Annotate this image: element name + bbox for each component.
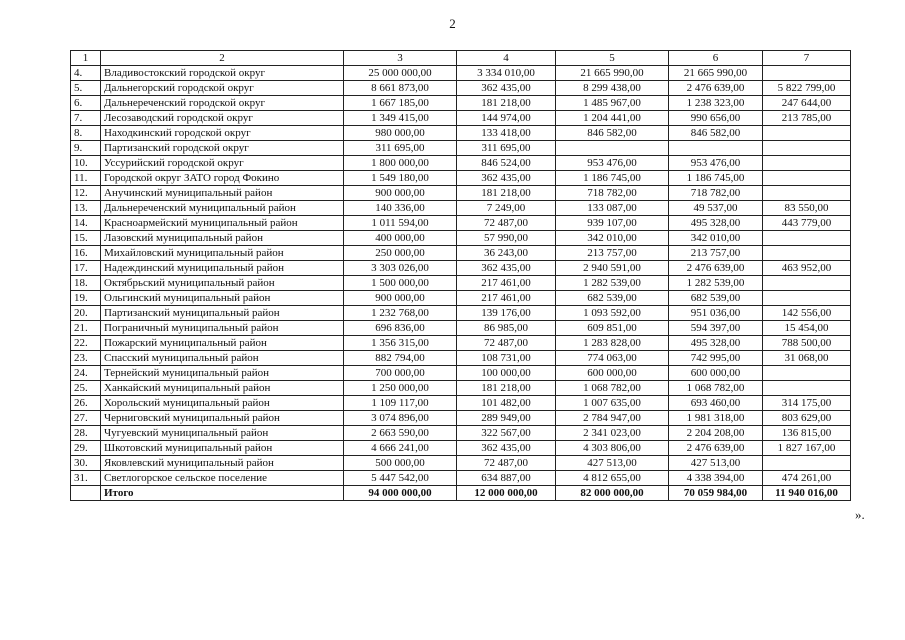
table-header-row [71, 51, 851, 66]
municipality-name-cell: Михайловский муниципальный район [101, 246, 344, 261]
column-6-value-cell: 990 656,00 [669, 111, 763, 126]
column-7-value-cell: 5 822 799,00 [763, 81, 851, 96]
column-6-value-cell: 21 665 990,00 [669, 66, 763, 81]
table-row [71, 471, 851, 486]
column-5-value-cell: 4 303 806,00 [556, 441, 669, 456]
table-row [71, 186, 851, 201]
column-header-4: 4 [457, 51, 556, 66]
row-number-cell: 19. [71, 291, 101, 306]
column-5-value-cell: 213 757,00 [556, 246, 669, 261]
row-number-cell: 15. [71, 231, 101, 246]
column-header-2: 2 [101, 51, 344, 66]
column-7-value-cell: 31 068,00 [763, 351, 851, 366]
column-7-value-cell: 213 785,00 [763, 111, 851, 126]
column-7-value-cell [763, 171, 851, 186]
column-7-value-cell [763, 66, 851, 81]
municipality-name-cell: Лазовский муниципальный район [101, 231, 344, 246]
column-5-value-cell: 1 068 782,00 [556, 381, 669, 396]
column-5-value-cell: 2 341 023,00 [556, 426, 669, 441]
column-4-value-cell: 362 435,00 [457, 171, 556, 186]
total-column-5-value-cell: 82 000 000,00 [556, 486, 669, 501]
page-number: 2 [449, 16, 456, 31]
column-5-value-cell: 1 283 828,00 [556, 336, 669, 351]
column-7-value-cell [763, 126, 851, 141]
column-6-value-cell: 2 476 639,00 [669, 441, 763, 456]
column-4-value-cell: 846 524,00 [457, 156, 556, 171]
column-5-value-cell: 21 665 990,00 [556, 66, 669, 81]
column-6-value-cell: 427 513,00 [669, 456, 763, 471]
column-5-value-cell: 4 812 655,00 [556, 471, 669, 486]
municipality-name-cell: Светлогорское сельское поселение [101, 471, 344, 486]
municipality-name-cell: Владивостокский городской округ [101, 66, 344, 81]
column-7-value-cell: 314 175,00 [763, 396, 851, 411]
municipality-name-cell: Находкинский городской округ [101, 126, 344, 141]
total-column-4-value-cell: 12 000 000,00 [457, 486, 556, 501]
column-3-value-cell: 700 000,00 [344, 366, 457, 381]
row-number-cell: 7. [71, 111, 101, 126]
column-7-value-cell: 142 556,00 [763, 306, 851, 321]
column-4-value-cell: 57 990,00 [457, 231, 556, 246]
row-number-cell: 29. [71, 441, 101, 456]
table-row [71, 441, 851, 456]
row-number-cell: 14. [71, 216, 101, 231]
column-6-value-cell: 742 995,00 [669, 351, 763, 366]
column-4-value-cell: 100 000,00 [457, 366, 556, 381]
table-row [71, 81, 851, 96]
column-3-value-cell: 4 666 241,00 [344, 441, 457, 456]
column-4-value-cell: 362 435,00 [457, 261, 556, 276]
column-3-value-cell: 1 800 000,00 [344, 156, 457, 171]
municipality-name-cell: Тернейский муниципальный район [101, 366, 344, 381]
table-row [71, 201, 851, 216]
table-row [71, 261, 851, 276]
column-6-value-cell: 682 539,00 [669, 291, 763, 306]
column-5-value-cell: 953 476,00 [556, 156, 669, 171]
municipality-name-cell: Лесозаводский городской округ [101, 111, 344, 126]
column-3-value-cell: 400 000,00 [344, 231, 457, 246]
column-7-value-cell [763, 276, 851, 291]
column-3-value-cell: 882 794,00 [344, 351, 457, 366]
municipality-name-cell: Пожарский муниципальный район [101, 336, 344, 351]
column-5-value-cell [556, 141, 669, 156]
municipality-name-cell: Чугуевский муниципальный район [101, 426, 344, 441]
column-5-value-cell: 682 539,00 [556, 291, 669, 306]
table-row [71, 366, 851, 381]
row-number-cell: 23. [71, 351, 101, 366]
column-4-value-cell: 217 461,00 [457, 276, 556, 291]
municipality-name-cell: Дальнегорский городской округ [101, 81, 344, 96]
table-total-row [71, 486, 851, 501]
column-5-value-cell: 1 093 592,00 [556, 306, 669, 321]
column-4-value-cell: 322 567,00 [457, 426, 556, 441]
column-4-value-cell: 72 487,00 [457, 456, 556, 471]
column-3-value-cell: 25 000 000,00 [344, 66, 457, 81]
column-7-value-cell: 788 500,00 [763, 336, 851, 351]
column-3-value-cell: 900 000,00 [344, 291, 457, 306]
column-5-value-cell: 939 107,00 [556, 216, 669, 231]
column-4-value-cell: 86 985,00 [457, 321, 556, 336]
row-number-cell: 28. [71, 426, 101, 441]
column-6-value-cell [669, 141, 763, 156]
table-row [71, 291, 851, 306]
column-4-value-cell: 133 418,00 [457, 126, 556, 141]
row-number-cell: 4. [71, 66, 101, 81]
row-number-cell: 30. [71, 456, 101, 471]
total-label-cell: Итого [101, 486, 344, 501]
column-header-7: 7 [763, 51, 851, 66]
column-6-value-cell: 2 476 639,00 [669, 261, 763, 276]
total-column-7-value-cell: 11 940 016,00 [763, 486, 851, 501]
row-number-cell: 9. [71, 141, 101, 156]
row-number-cell: 26. [71, 396, 101, 411]
municipality-name-cell: Уссурийский городской округ [101, 156, 344, 171]
column-3-value-cell: 1 667 185,00 [344, 96, 457, 111]
row-number-cell: 10. [71, 156, 101, 171]
table-row [71, 246, 851, 261]
column-7-value-cell [763, 231, 851, 246]
column-6-value-cell: 718 782,00 [669, 186, 763, 201]
table-row [71, 321, 851, 336]
column-7-value-cell [763, 156, 851, 171]
table-row [71, 351, 851, 366]
column-5-value-cell: 1 007 635,00 [556, 396, 669, 411]
column-4-value-cell: 289 949,00 [457, 411, 556, 426]
column-6-value-cell: 49 537,00 [669, 201, 763, 216]
column-3-value-cell: 2 663 590,00 [344, 426, 457, 441]
column-7-value-cell [763, 456, 851, 471]
column-4-value-cell: 7 249,00 [457, 201, 556, 216]
table-row [71, 96, 851, 111]
municipality-name-cell: Городской округ ЗАТО город Фокино [101, 171, 344, 186]
table-row [71, 231, 851, 246]
column-3-value-cell: 1 109 117,00 [344, 396, 457, 411]
column-6-value-cell: 342 010,00 [669, 231, 763, 246]
row-number-cell: 11. [71, 171, 101, 186]
column-7-value-cell: 83 550,00 [763, 201, 851, 216]
column-3-value-cell: 1 549 180,00 [344, 171, 457, 186]
table-row [71, 456, 851, 471]
row-number-cell: 18. [71, 276, 101, 291]
column-6-value-cell: 495 328,00 [669, 216, 763, 231]
table-row [71, 411, 851, 426]
column-5-value-cell: 600 000,00 [556, 366, 669, 381]
table-row [71, 66, 851, 81]
municipality-name-cell: Шкотовский муниципальный район [101, 441, 344, 456]
municipality-name-cell: Пограничный муниципальный район [101, 321, 344, 336]
column-5-value-cell: 774 063,00 [556, 351, 669, 366]
column-3-value-cell: 980 000,00 [344, 126, 457, 141]
column-3-value-cell: 500 000,00 [344, 456, 457, 471]
column-header-5: 5 [556, 51, 669, 66]
table-row [71, 276, 851, 291]
column-6-value-cell: 1 068 782,00 [669, 381, 763, 396]
column-7-value-cell [763, 186, 851, 201]
column-5-value-cell: 2 940 591,00 [556, 261, 669, 276]
column-7-value-cell [763, 141, 851, 156]
column-7-value-cell: 463 952,00 [763, 261, 851, 276]
column-4-value-cell: 181 218,00 [457, 186, 556, 201]
municipality-name-cell: Надеждинский муниципальный район [101, 261, 344, 276]
column-4-value-cell: 634 887,00 [457, 471, 556, 486]
column-6-value-cell: 1 238 323,00 [669, 96, 763, 111]
column-4-value-cell: 101 482,00 [457, 396, 556, 411]
column-header-1: 1 [71, 51, 101, 66]
row-number-cell: 6. [71, 96, 101, 111]
municipality-name-cell: Партизанский муниципальный район [101, 306, 344, 321]
table-row [71, 216, 851, 231]
table-row [71, 126, 851, 141]
column-7-value-cell: 247 644,00 [763, 96, 851, 111]
column-6-value-cell: 951 036,00 [669, 306, 763, 321]
table-row [71, 426, 851, 441]
total-column-6-value-cell: 70 059 984,00 [669, 486, 763, 501]
row-number-cell: 5. [71, 81, 101, 96]
column-3-value-cell: 3 074 896,00 [344, 411, 457, 426]
column-6-value-cell: 594 397,00 [669, 321, 763, 336]
column-4-value-cell: 144 974,00 [457, 111, 556, 126]
column-6-value-cell: 1 282 539,00 [669, 276, 763, 291]
row-number-cell: 31. [71, 471, 101, 486]
column-3-value-cell: 1 500 000,00 [344, 276, 457, 291]
municipality-name-cell: Черниговский муниципальный район [101, 411, 344, 426]
table-row [71, 111, 851, 126]
column-7-value-cell [763, 246, 851, 261]
column-3-value-cell: 140 336,00 [344, 201, 457, 216]
column-5-value-cell: 133 087,00 [556, 201, 669, 216]
column-3-value-cell: 696 836,00 [344, 321, 457, 336]
row-number-cell: 24. [71, 366, 101, 381]
municipality-name-cell: Яковлевский муниципальный район [101, 456, 344, 471]
column-5-value-cell: 1 186 745,00 [556, 171, 669, 186]
column-6-value-cell: 846 582,00 [669, 126, 763, 141]
column-3-value-cell: 8 661 873,00 [344, 81, 457, 96]
column-4-value-cell: 3 334 010,00 [457, 66, 556, 81]
allocation-table [70, 50, 851, 501]
row-number-cell: 16. [71, 246, 101, 261]
column-3-value-cell: 3 303 026,00 [344, 261, 457, 276]
municipality-name-cell: Дальнереченский городской округ [101, 96, 344, 111]
total-column-3-value-cell: 94 000 000,00 [344, 486, 457, 501]
column-6-value-cell: 4 338 394,00 [669, 471, 763, 486]
column-7-value-cell [763, 381, 851, 396]
column-7-value-cell: 803 629,00 [763, 411, 851, 426]
column-4-value-cell: 362 435,00 [457, 81, 556, 96]
column-7-value-cell [763, 291, 851, 306]
table-row [71, 141, 851, 156]
closing-quote-mark: ». [855, 507, 865, 522]
column-6-value-cell: 213 757,00 [669, 246, 763, 261]
column-4-value-cell: 181 218,00 [457, 381, 556, 396]
column-header-6: 6 [669, 51, 763, 66]
column-6-value-cell: 1 981 318,00 [669, 411, 763, 426]
column-4-value-cell: 72 487,00 [457, 336, 556, 351]
column-7-value-cell: 136 815,00 [763, 426, 851, 441]
column-4-value-cell: 108 731,00 [457, 351, 556, 366]
column-3-value-cell: 1 349 415,00 [344, 111, 457, 126]
municipality-name-cell: Дальнереченский муниципальный район [101, 201, 344, 216]
municipality-name-cell: Спасский муниципальный район [101, 351, 344, 366]
table-row [71, 336, 851, 351]
row-number-cell: 13. [71, 201, 101, 216]
table-row [71, 306, 851, 321]
column-4-value-cell: 217 461,00 [457, 291, 556, 306]
column-5-value-cell: 2 784 947,00 [556, 411, 669, 426]
column-3-value-cell: 1 250 000,00 [344, 381, 457, 396]
row-number-cell: 20. [71, 306, 101, 321]
column-5-value-cell: 342 010,00 [556, 231, 669, 246]
municipality-name-cell: Ольгинский муниципальный район [101, 291, 344, 306]
column-3-value-cell: 1 356 315,00 [344, 336, 457, 351]
table-row [71, 396, 851, 411]
column-4-value-cell: 36 243,00 [457, 246, 556, 261]
column-3-value-cell: 5 447 542,00 [344, 471, 457, 486]
column-6-value-cell: 2 476 639,00 [669, 81, 763, 96]
column-5-value-cell: 609 851,00 [556, 321, 669, 336]
column-3-value-cell: 900 000,00 [344, 186, 457, 201]
column-5-value-cell: 1 282 539,00 [556, 276, 669, 291]
column-5-value-cell: 8 299 438,00 [556, 81, 669, 96]
column-4-value-cell: 139 176,00 [457, 306, 556, 321]
row-number-cell: 17. [71, 261, 101, 276]
total-number-cell [71, 486, 101, 501]
column-3-value-cell: 1 011 594,00 [344, 216, 457, 231]
column-5-value-cell: 427 513,00 [556, 456, 669, 471]
column-3-value-cell: 250 000,00 [344, 246, 457, 261]
column-6-value-cell: 600 000,00 [669, 366, 763, 381]
row-number-cell: 21. [71, 321, 101, 336]
municipality-name-cell: Хорольский муниципальный район [101, 396, 344, 411]
column-5-value-cell: 1 204 441,00 [556, 111, 669, 126]
column-3-value-cell: 1 232 768,00 [344, 306, 457, 321]
column-4-value-cell: 362 435,00 [457, 441, 556, 456]
row-number-cell: 12. [71, 186, 101, 201]
row-number-cell: 22. [71, 336, 101, 351]
municipality-name-cell: Анучинский муниципальный район [101, 186, 344, 201]
table-row [71, 171, 851, 186]
column-3-value-cell: 311 695,00 [344, 141, 457, 156]
column-5-value-cell: 846 582,00 [556, 126, 669, 141]
row-number-cell: 8. [71, 126, 101, 141]
row-number-cell: 25. [71, 381, 101, 396]
column-4-value-cell: 72 487,00 [457, 216, 556, 231]
column-7-value-cell: 1 827 167,00 [763, 441, 851, 456]
municipality-name-cell: Октябрьский муниципальный район [101, 276, 344, 291]
row-number-cell: 27. [71, 411, 101, 426]
column-7-value-cell: 443 779,00 [763, 216, 851, 231]
column-6-value-cell: 495 328,00 [669, 336, 763, 351]
column-7-value-cell: 15 454,00 [763, 321, 851, 336]
column-6-value-cell: 693 460,00 [669, 396, 763, 411]
column-header-3: 3 [344, 51, 457, 66]
column-6-value-cell: 2 204 208,00 [669, 426, 763, 441]
municipality-name-cell: Партизанский городской округ [101, 141, 344, 156]
column-6-value-cell: 953 476,00 [669, 156, 763, 171]
column-5-value-cell: 1 485 967,00 [556, 96, 669, 111]
column-4-value-cell: 311 695,00 [457, 141, 556, 156]
column-5-value-cell: 718 782,00 [556, 186, 669, 201]
column-6-value-cell: 1 186 745,00 [669, 171, 763, 186]
column-7-value-cell: 474 261,00 [763, 471, 851, 486]
table-row [71, 381, 851, 396]
municipality-name-cell: Красноармейский муниципальный район [101, 216, 344, 231]
column-4-value-cell: 181 218,00 [457, 96, 556, 111]
table-row [71, 156, 851, 171]
municipality-name-cell: Ханкайский муниципальный район [101, 381, 344, 396]
column-7-value-cell [763, 366, 851, 381]
